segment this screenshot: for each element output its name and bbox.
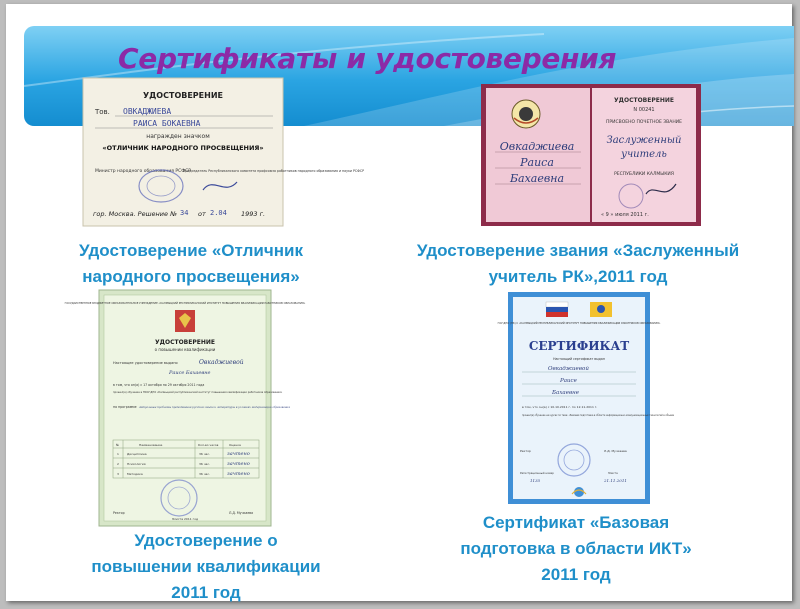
caption-line: Удостоверение звания «Заслуженный [416,241,740,260]
ict-rector: Ректор [520,449,531,453]
qualification-org: ГОСУДАРСТВЕННОЕ БЮДЖЕТНОЕ ОБРАЗОВАТЕЛЬНОЕ УЧРЕЖДЕНИЕ «КАЛМЫЦКИЙ РЕСПУБЛИКАНСКИЙ ИНСТИТУТ ПОВЫШЕНИЯ КВАЛИФИКАЦИИ РАБОТНИКОВ ОБРАЗОВАНИЯ» [64,302,306,305]
excellence-award: «ОТЛИЧНИК НАРОДНОГО ПРОСВЕЩЕНИЯ» [102,144,264,152]
honored-title-line1: Заслуженный [606,135,682,146]
honored-date: « 9 » июля 2011 г. [601,212,649,218]
ict-org: ГОУ ДПО (ПК) С «КАЛМЫЦКИЙ РЕСПУБЛИКАНСКИЙ ИНСТИТУТ ПОВЫШЕНИЯ КВАЛИФИКАЦИИ РАБОТНИКОВ ОБРАЗОВАНИЯ» [497,322,661,325]
qualification-heading: УДОСТОВЕРЕНИЕ [155,339,215,346]
ict-certificate-scan [497,292,674,504]
excellence-certificate-scan [83,78,365,226]
qualification-col-num: № [116,443,120,447]
qualification-given: Настоящее удостоверение выдано [113,361,178,365]
ict-reg: Регистрационный номер [520,472,554,475]
caption-line: учитель РК»,2011 год [488,267,668,286]
qualification-program: Актуальные проблемы преподавания русского языка и литературы в условиях модернизации образования [139,406,290,409]
qualification-row-grade: зачтено [227,461,250,467]
honored-number: N 00241 [633,107,655,113]
excellence-heading: УДОСТОВЕРЕНИЕ [143,91,223,100]
honored-teacher-certificate-scan [481,84,701,226]
qualification-row-name: Методика [127,472,143,476]
qualification-col-name: Наименование [139,443,163,447]
caption-line: народного просвещения» [82,267,300,286]
qualification-surname: Овкаджиевой [199,359,244,366]
excellence-awarded: награжден значком [146,133,210,140]
qualification-city-year: Элиста 2011 год [171,517,199,521]
qualification-row-grade: зачтено [227,451,250,457]
qualification-period: в том, что он(а) с 17 октября по 29 октября 2011 года [113,383,205,387]
honored-name: Раиса [520,156,554,169]
qualification-subheading: о повышении квалификации [154,347,216,352]
excellence-name: РАИСА БОКАЕВНА [133,119,201,128]
excellence-minister: Министр народного образования РСФСР [95,169,192,174]
honored-title-line2: учитель [621,149,667,160]
caption-line: Удостоверение «Отличник [79,241,303,260]
ict-name: Раисе [560,378,577,384]
caption-line: Удостоверение о [134,531,278,550]
caption-ict [426,510,726,588]
qualification-row-hours: 36 час. [199,472,210,476]
ict-period: в том, что он(а) с 10.10.2011 г. по 12.11.2011 г. [522,405,598,409]
ict-given: Настоящий сертификат выдан [553,357,605,361]
qualification-row-name: Дисциплина [127,452,147,456]
ict-patronymic: Бахаевне [552,390,580,396]
ict-heading: СЕРТИФИКАТ [528,339,630,353]
honored-republic: РЕСПУБЛИКИ КАЛМЫКИЯ [614,172,674,177]
honored-teacher-certificate-image [481,84,701,226]
qualification-row-number: 1 [117,452,119,456]
excellence-decision-from: от [198,210,206,218]
excellence-tov: Тов. [95,108,110,116]
excellence-decision-number: 34 [180,209,189,217]
excellence-decision-date: 2.04 [210,209,227,217]
caption-honored-teacher [388,238,768,290]
qualification-name: Раисе Бахаевне [169,370,211,376]
ict-certificate-image [497,292,674,504]
honored-surname: Овкаджиева [499,140,575,153]
qualification-row-hours: 36 час. [199,452,210,456]
excellence-surname: ОВКАДЖИЕВА [123,107,172,116]
caption-line: повышении квалификации [91,557,321,576]
excellence-certificate-image [83,78,365,226]
honored-heading: УДОСТОВЕРЕНИЕ [614,97,674,104]
qualification-row-number: 3 [117,472,119,476]
excellence-decision: гор. Москва. Решение № [93,210,177,218]
qualification-row-hours: 36 час. [199,462,210,466]
qualification-row-name: Психология [127,462,146,466]
qualification-rector-name: Л.Д. Мучкаева [229,511,254,515]
excellence-decision-year: 1993 г. [241,210,266,218]
caption-qualification [46,528,366,606]
honored-honorary: ПРИСВОЕНО ПОЧЕТНОЕ ЗВАНИЕ [606,120,682,125]
qualification-certificate-scan [64,290,306,526]
slide-title: Сертификаты и удостоверения [118,42,617,75]
ict-city: Элиста [608,472,618,475]
honored-patronymic: Бахаевна [509,172,565,185]
qualification-row-number: 2 [117,462,119,466]
caption-line: 2011 год [541,565,611,584]
qualification-col-hours: Кол-во часов [198,443,219,447]
caption-line: 2011 год [171,583,241,602]
caption-line: Сертификат «Базовая [482,513,670,532]
qualification-certificate-image [64,290,306,526]
slide [6,4,792,601]
ict-reg-number: 1135 [530,478,541,483]
ict-rector-name: Л.Д. Мучкаева [604,449,627,453]
qualification-row-grade: зачтено [227,471,250,477]
excellence-chair: Председатель Республиканского комитета профсоюза работников народного образования и науки РСФСР [183,169,365,173]
qualification-rector: Ректор [113,511,125,515]
caption-line: подготовка в области ИКТ» [460,539,692,558]
caption-excellence [26,238,356,290]
ict-surname: Овкаджиевой [548,366,589,372]
qualification-col-grade: Оценка [229,443,241,447]
qualification-program-label: по программе [113,405,137,409]
ict-course: прошел(а) обучение на курсах по теме: «Базовая подготовка в области информационно-коммуникационных технологий в объеме [522,414,674,417]
ict-date: 21.11.2011 [604,478,627,483]
qualification-trained: прошел(а) обучение в ГБОУ ДПО «Калмыцкий республиканский институт повышения квалификации работников образования» [113,391,283,394]
